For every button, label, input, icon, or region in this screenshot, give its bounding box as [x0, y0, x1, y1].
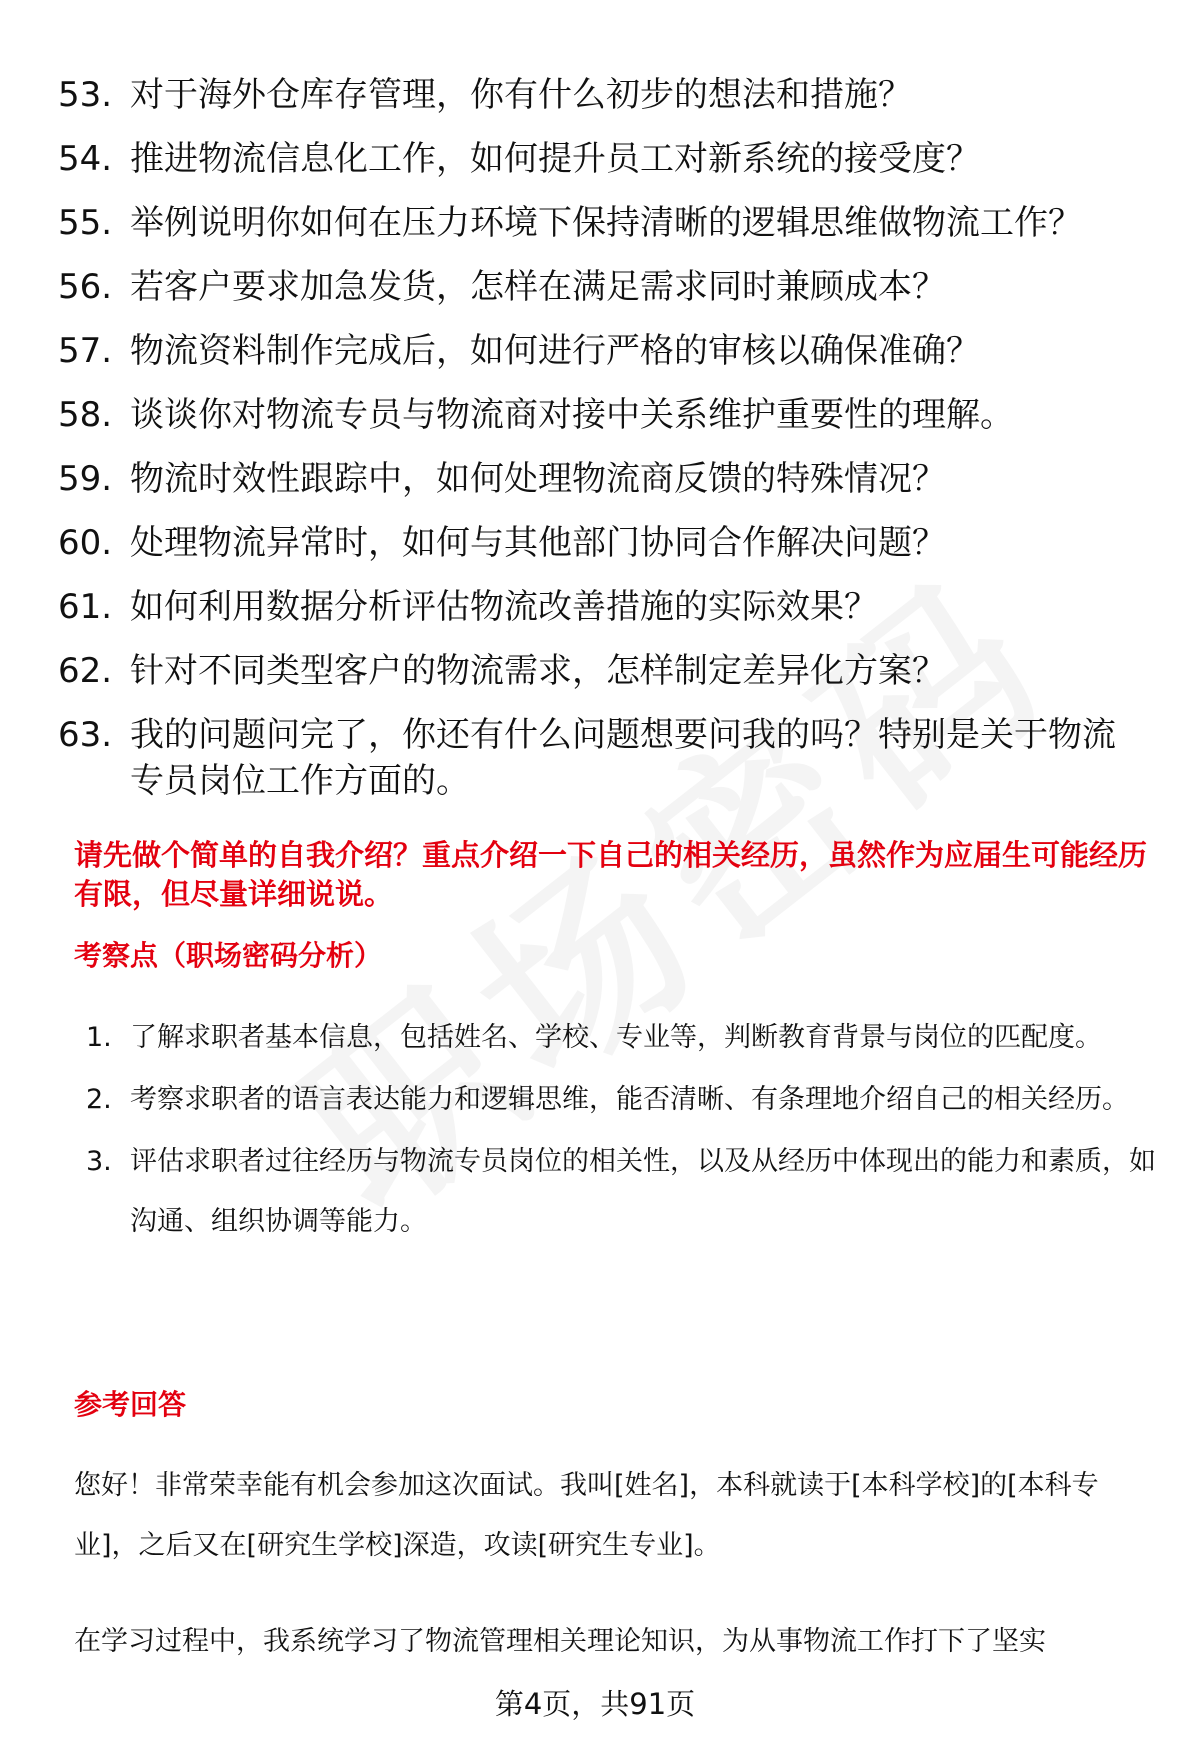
question-text: 我的问题问完了，你还有什么问题想要问我的吗？特别是关于物流专员岗位工作方面的。 — [130, 715, 1116, 801]
question-number: 58. — [58, 395, 113, 435]
question-text: 如何利用数据分析评估物流改善措施的实际效果？ — [130, 587, 878, 627]
question-text: 推进物流信息化工作，如何提升员工对新系统的接受度？ — [130, 139, 980, 179]
point-text: 评估求职者过往经历与物流专员岗位的相关性，以及从经历中体现出的能力和素质，如沟通、组织协调等能力。 — [130, 1146, 1156, 1237]
list-item — [58, 328, 1148, 374]
question-number: 62. — [58, 651, 113, 691]
question-list — [58, 72, 1148, 804]
question-number: 59. — [58, 459, 113, 499]
list-item — [58, 712, 1148, 804]
question-text: 谈谈你对物流专员与物流商对接中关系维护重要性的理解。 — [130, 395, 1014, 435]
answer-heading: 参考回答 — [74, 1388, 187, 1421]
question-text: 处理物流异常时，如何与其他部门协同合作解决问题？ — [130, 523, 946, 563]
list-item — [58, 200, 1148, 246]
list-item — [58, 392, 1148, 438]
answer-paragraph: 您好！非常荣幸能有机会参加这次面试。我叫[姓名]，本科就读于[本科学校]的[本科专业]，之后又在[研究生学校]深造，攻读[研究生专业]。 — [74, 1470, 1099, 1561]
list-item — [86, 1008, 1156, 1068]
question-number: 57. — [58, 331, 113, 371]
question-text: 若客户要求加急发货，怎样在满足需求同时兼顾成本？ — [130, 267, 946, 307]
question-number: 63. — [58, 715, 113, 755]
list-item — [58, 520, 1148, 566]
question-text: 对于海外仓库存管理，你有什么初步的想法和措施？ — [130, 75, 912, 115]
list-item — [58, 648, 1148, 694]
page-number-footer: 第4页，共91页 — [494, 1687, 696, 1721]
list-item — [58, 136, 1148, 182]
point-number: 3. — [86, 1146, 112, 1177]
question-number: 54. — [58, 139, 113, 179]
question-text: 举例说明你如何在压力环境下保持清晰的逻辑思维做物流工作？ — [130, 203, 1082, 243]
question-text: 物流资料制作完成后，如何进行严格的审核以确保准确？ — [130, 331, 980, 371]
question-number: 56. — [58, 267, 113, 307]
list-item — [58, 264, 1148, 310]
question-number: 53. — [58, 75, 113, 115]
question-number: 60. — [58, 523, 113, 563]
question-number: 55. — [58, 203, 113, 243]
question-text: 物流时效性跟踪中，如何处理物流商反馈的特殊情况？ — [130, 459, 946, 499]
list-item — [58, 72, 1148, 118]
question-text: 针对不同类型客户的物流需求，怎样制定差异化方案？ — [130, 651, 946, 691]
list-item — [86, 1070, 1156, 1130]
point-number: 2. — [86, 1084, 112, 1115]
analysis-heading: 考察点（职场密码分析） — [74, 939, 383, 972]
interview-question-heading: 请先做个简单的自我介绍？重点介绍一下自己的相关经历，虽然作为应届生可能经历有限，但尽量详细说说。 — [74, 838, 1148, 911]
list-item — [58, 584, 1148, 630]
analysis-point-list — [86, 1008, 1156, 1254]
point-number: 1. — [86, 1022, 112, 1053]
list-item — [58, 456, 1148, 502]
answer-paragraph: 在学习过程中，我系统学习了物流管理相关理论知识，为从事物流工作打下了坚实 — [74, 1626, 1046, 1657]
point-text: 了解求职者基本信息，包括姓名、学校、专业等，判断教育背景与岗位的匹配度。 — [130, 1022, 1102, 1053]
point-text: 考察求职者的语言表达能力和逻辑思维，能否清晰、有条理地介绍自己的相关经历。 — [130, 1084, 1129, 1115]
question-number: 61. — [58, 587, 113, 627]
list-item — [86, 1132, 1156, 1252]
